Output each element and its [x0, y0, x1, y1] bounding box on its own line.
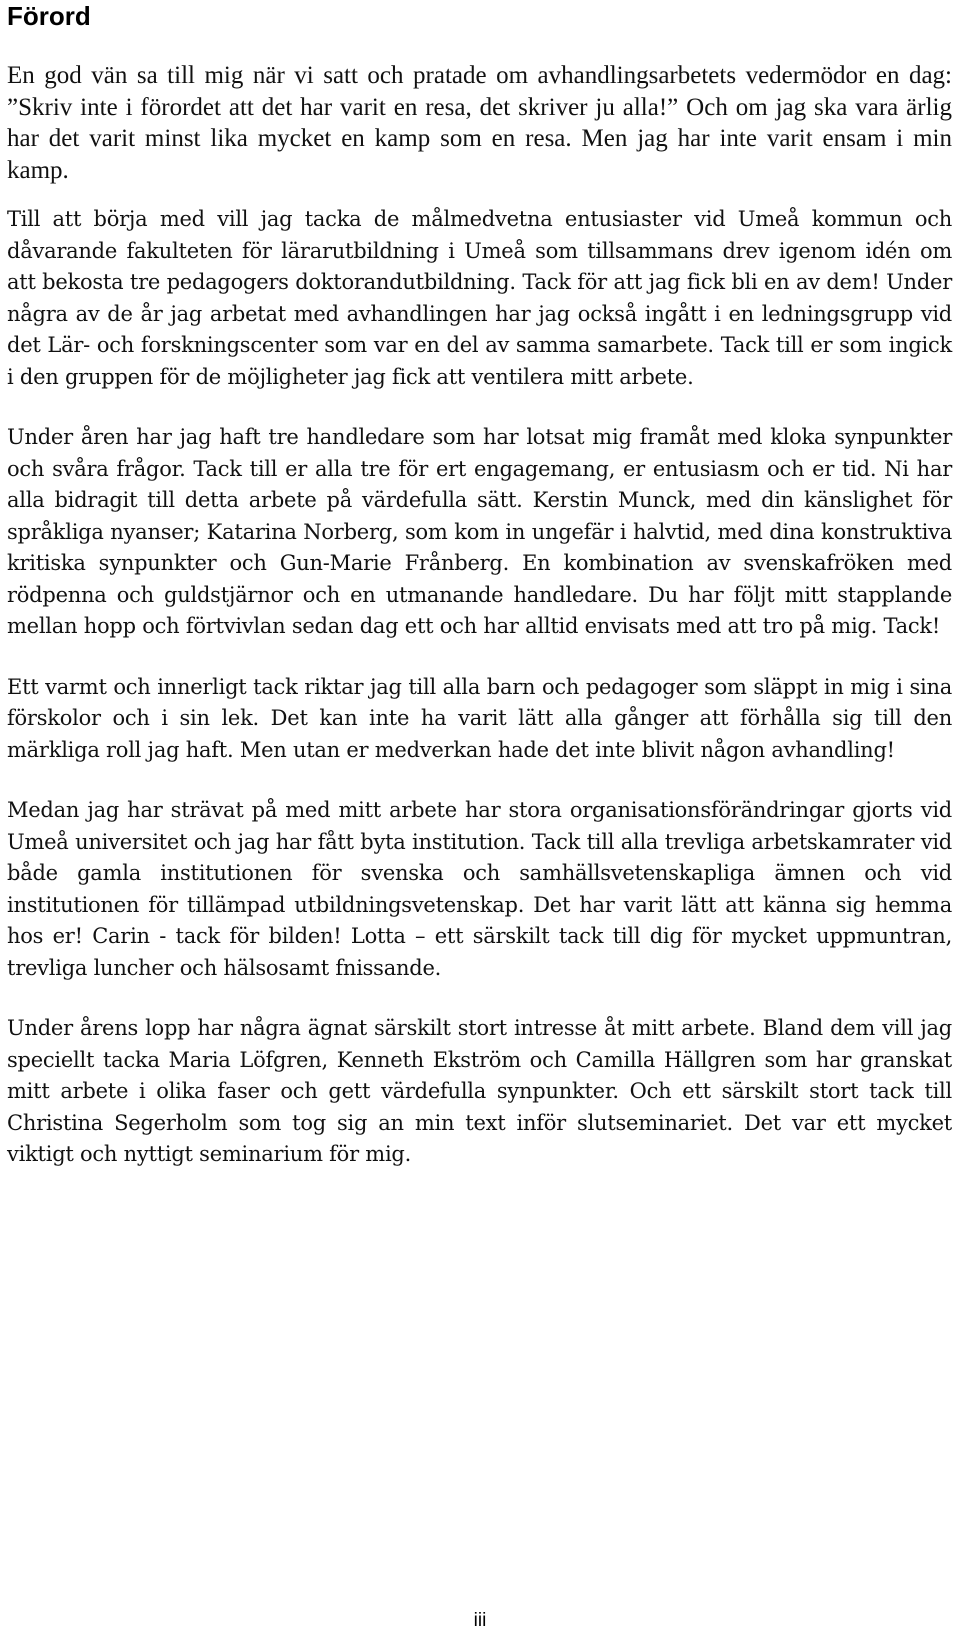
- paragraph-funding-thanks: Till att börja med vill jag tacka de målmedvetna entusiaster vid Umeå kommun och dåvarande fakulteten för lärarutbildning i Umeå som tillsammans drev igenom idén om att bekosta tre pedagogers doktorandutbildning. Tack för att jag fick bli en av dem! Under några av de år jag arbetat med avhandlingen har jag också ingått i en ledningsgrupp vid det Lär- och forskningscenter som var en del av samma samarbete. Tack till er som ingick i den gruppen för de möjligheter jag fick att ventilera mitt arbete.: [7, 207, 952, 389]
- paragraph-preschool-thanks: Ett varmt och innerligt tack riktar jag till alla barn och pedagoger som släppt in mig i sina förskolor och i sin lek. Det kan inte ha varit lätt alla gånger att förhålla sig till den märkliga roll jag haft. Men utan er medverkan hade det inte blivit någon avhandling!: [7, 674, 952, 762]
- paragraph-intro: En god vän sa till mig när vi satt och pratade om avhandlingsarbetets vedermödor en dag: ”Skriv inte i förordet att det har varit en resa, det skriver ju alla!” Och om jag ska vara ärlig har det varit minst lika mycket en kamp som en resa. Men jag har inte varit ensam i min kamp.: [7, 62, 952, 184]
- page-title: Förord: [7, 1, 91, 31]
- document-page: [7, 0, 952, 1645]
- paragraph-reviewers-thanks: Under årens lopp har några ägnat särskilt stort intresse åt mitt arbete. Bland dem vill jag speciellt tacka Maria Löfgren, Kenneth Ekström och Camilla Hällgren som har granskat mitt arbete i olika faser och gett värdefulla synpunkter. Och ett särskilt stort tack till Christina Segerholm som tog sig an min text inför slutseminariet. Det var ett mycket viktigt och nyttigt seminarium för mig.: [7, 1016, 952, 1166]
- paragraph-supervisors-thanks: Under åren har jag haft tre handledare som har lotsat mig framåt med kloka synpunkter och svåra frågor. Tack till er alla tre för ert engagemang, er entusiasm och er tid. Ni har alla bidragit till detta arbete på värdefulla sätt. Kerstin Munck, med din känslighet för språkliga nyanser; Katarina Norberg, som kom in ungefär i halvtid, med dina konstruktiva kritiska synpunkter och Gun-Marie Frånberg. En kombination av svenskafröken med rödpenna och guldstjärnor och en utmanande handledare. Du har följt mitt stapplande mellan hopp och förtvivlan sedan dag ett och har alltid envisats med att tro på mig. Tack!: [7, 425, 952, 638]
- paragraph-colleagues-thanks: Medan jag har strävat på med mitt arbete har stora organisationsförändringar gjorts vid Umeå universitet och jag har fått byta institution. Tack till alla trevliga arbetskamrater vid både gamla institutionen för svenska och samhällsvetenskapliga ämnen och vid institutionen för tillämpad utbildningsvetenskap. Det har varit lätt att känna sig hemma hos er! Carin - tack för bilden! Lotta – ett särskilt tack till dig för mycket uppmuntran, trevliga luncher och hälsosamt fnissande.: [7, 798, 952, 980]
- page-number: iii: [473, 1610, 487, 1631]
